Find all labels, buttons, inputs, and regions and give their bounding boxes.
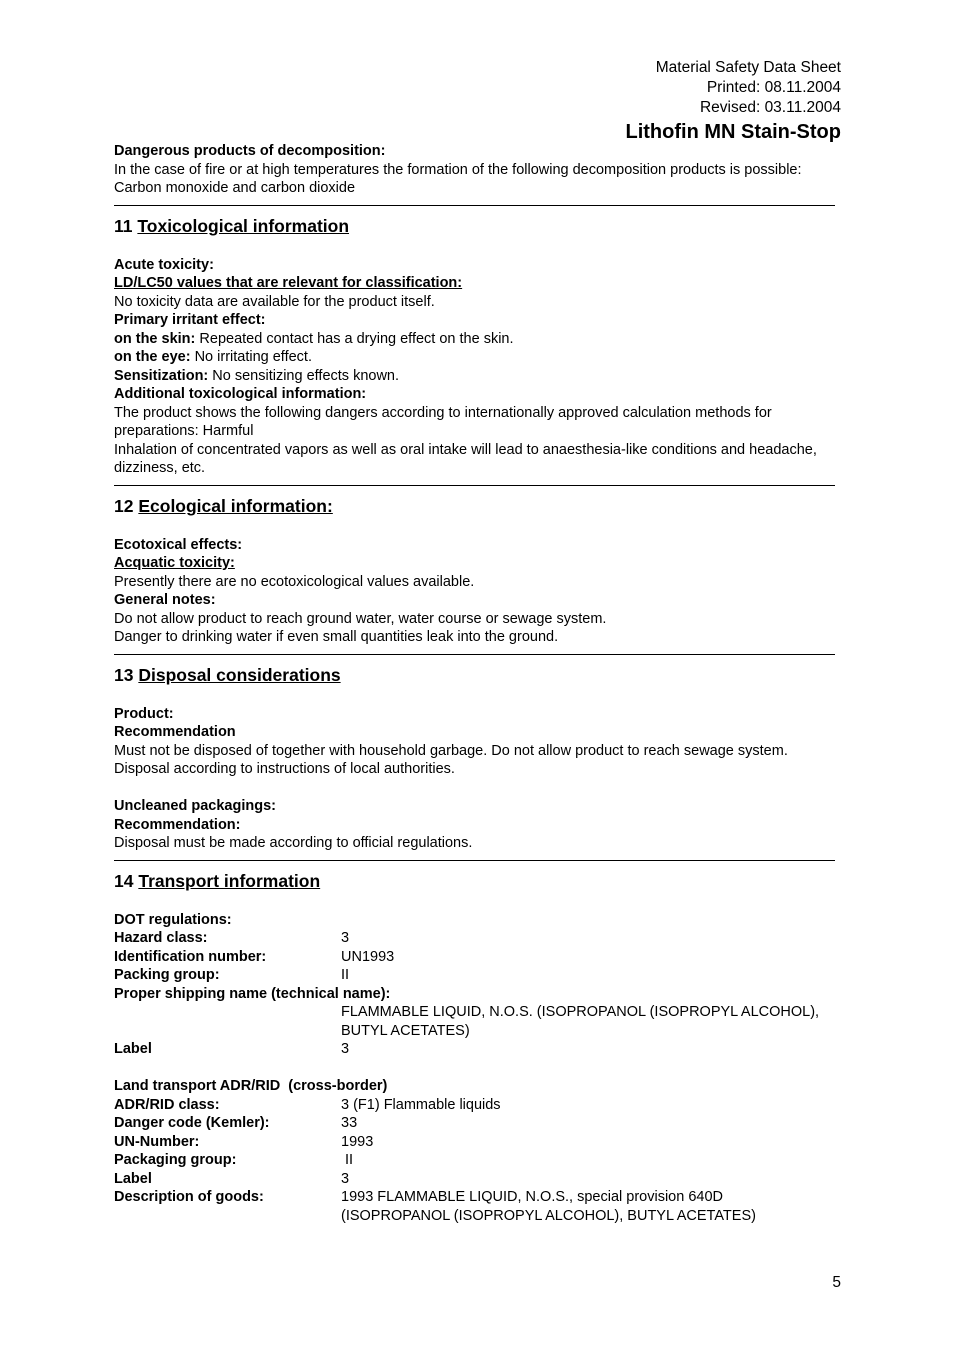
field-value: 3 <box>341 1041 350 1057</box>
eye-label: on the eye: <box>114 349 191 365</box>
ld-lc50-label: LD/LC50 values that are relevant for classification: <box>114 275 463 291</box>
section-13-heading <box>114 664 842 686</box>
page-number: 5 <box>832 1274 841 1291</box>
aquatic-toxicity-label: Acquatic toxicity: <box>114 555 235 571</box>
section-number: 14 <box>114 870 134 891</box>
section-number: 13 <box>114 664 134 685</box>
additional-tox-text-1: The product shows the following dangers according to internationally approved calculation methods for preparations: Harmful <box>114 404 772 439</box>
general-notes-label: General notes: <box>114 592 216 608</box>
field-value: 3 (F1) Flammable liquids <box>341 1096 501 1113</box>
packing-group-row <box>114 966 842 985</box>
field-value <box>341 1188 842 1225</box>
field-value: II <box>341 1152 354 1168</box>
field-label: Identification number: <box>114 948 267 965</box>
description-line-1: 1993 FLAMMABLE LIQUID, N.O.S., special provision 640D <box>341 1189 723 1205</box>
skin-label: on the skin: <box>114 330 196 347</box>
field-value: 1993 <box>341 1133 374 1150</box>
divider <box>114 654 835 655</box>
label-row-2 <box>114 1170 842 1189</box>
skin-text: Repeated contact has a drying effect on the skin. <box>195 330 514 347</box>
acute-toxicity-label: Acute toxicity: <box>114 256 214 273</box>
additional-tox-label: Additional toxicological information: <box>114 386 367 402</box>
sensitization-text: No sensitizing effects known. <box>208 367 400 384</box>
uncleaned-packagings-label: Uncleaned packagings: <box>114 798 276 814</box>
revised-date: Revised: 03.11.2004 <box>699 99 841 116</box>
section-number: 12 <box>114 495 134 516</box>
field-value: 33 <box>341 1115 358 1131</box>
un-number-row <box>114 1133 842 1152</box>
description-of-goods-row <box>114 1188 842 1225</box>
primary-irritant-label: Primary irritant effect: <box>114 312 266 328</box>
spacer <box>114 1059 842 1078</box>
additional-tox-text-2: Inhalation of concentrated vapors as well as oral intake will lead to anaesthesia-like conditions and headache, dizziness, etc. <box>114 441 817 476</box>
divider <box>114 485 835 486</box>
section-title: Toxicological information <box>137 215 350 236</box>
hazard-class-row <box>114 929 842 948</box>
field-label: Description of goods: <box>114 1189 264 1205</box>
adr-rid-class-row <box>114 1096 842 1115</box>
kemler-row <box>114 1114 842 1133</box>
ld-lc50-text: No toxicity data are available for the product itself. <box>114 293 435 310</box>
description-line-2: (ISOPROPANOL (ISOPROPYL ALCOHOL), BUTYL ACETATES) <box>341 1207 756 1224</box>
section-11-heading <box>114 215 842 237</box>
field-label: UN-Number: <box>114 1133 200 1150</box>
decomposition-text: In the case of fire or at high temperatures the formation of the following decomposition products is possible: Carbon monoxide and carbon dioxide <box>114 161 802 196</box>
proper-shipping-name-label: Proper shipping name (technical name): <box>114 985 391 1002</box>
skin-line <box>114 330 842 349</box>
eye-text: No irritating effect. <box>190 349 312 365</box>
recommendation-text: Must not be disposed of together with household garbage. Do not allow product to reach sewage system. Disposal according to instructions of local authorities. <box>114 742 788 777</box>
field-label: Packaging group: <box>114 1152 237 1168</box>
field-value: 3 <box>341 1170 350 1187</box>
section-14-heading <box>114 870 842 892</box>
aquatic-toxicity-text: Presently there are no ecotoxicological values available. <box>114 573 475 590</box>
field-label: Packing group: <box>114 967 220 983</box>
general-notes-text-2: Danger to drinking water if even small quantities leak into the ground. <box>114 629 559 645</box>
field-value: II <box>341 967 350 983</box>
field-label: Label <box>114 1170 152 1187</box>
general-notes-text-1: Do not allow product to reach ground water, water course or sewage system. <box>114 610 607 627</box>
label-row <box>114 1040 842 1059</box>
divider <box>114 205 835 206</box>
sensitization-label: Sensitization: <box>114 367 209 384</box>
recommendation-label-2: Recommendation: <box>114 816 241 833</box>
printed-date: Printed: 08.11.2004 <box>706 79 841 96</box>
product-label: Product: <box>114 705 174 722</box>
page-header <box>625 58 841 145</box>
packaging-group-row <box>114 1151 842 1170</box>
divider <box>114 860 835 861</box>
identification-number-row <box>114 948 842 967</box>
field-label: Hazard class: <box>114 930 208 946</box>
recommendation-text-2: Disposal must be made according to official regulations. <box>114 835 473 851</box>
spacer <box>114 779 842 798</box>
field-value: UN1993 <box>341 948 395 965</box>
field-label: Danger code (Kemler): <box>114 1115 270 1131</box>
section-title: Ecological information: <box>138 495 333 516</box>
section-title: Disposal considerations <box>138 664 341 685</box>
section-number: 11 <box>114 215 133 236</box>
field-label: Label <box>114 1041 152 1057</box>
field-value: 3 <box>341 930 350 946</box>
section-12-heading <box>114 495 842 517</box>
document-body <box>114 142 842 1225</box>
sensitization-line <box>114 367 842 386</box>
doc-type: Material Safety Data Sheet <box>655 59 841 76</box>
decomposition-label: Dangerous products of decomposition: <box>114 143 386 159</box>
product-name: Lithofin MN Stain-Stop <box>625 121 841 143</box>
eye-line <box>114 348 842 367</box>
land-transport-label: Land transport ADR/RID (cross-border) <box>114 1078 388 1094</box>
ecotoxical-label: Ecotoxical effects: <box>114 536 243 553</box>
field-label: ADR/RID class: <box>114 1096 220 1113</box>
dot-regulations-label: DOT regulations: <box>114 911 232 928</box>
section-title: Transport information <box>138 870 321 891</box>
proper-shipping-name-value: FLAMMABLE LIQUID, N.O.S. (ISOPROPANOL (ISOPROPYL ALCOHOL), BUTYL ACETATES) <box>341 1004 820 1039</box>
recommendation-label: Recommendation <box>114 724 236 740</box>
